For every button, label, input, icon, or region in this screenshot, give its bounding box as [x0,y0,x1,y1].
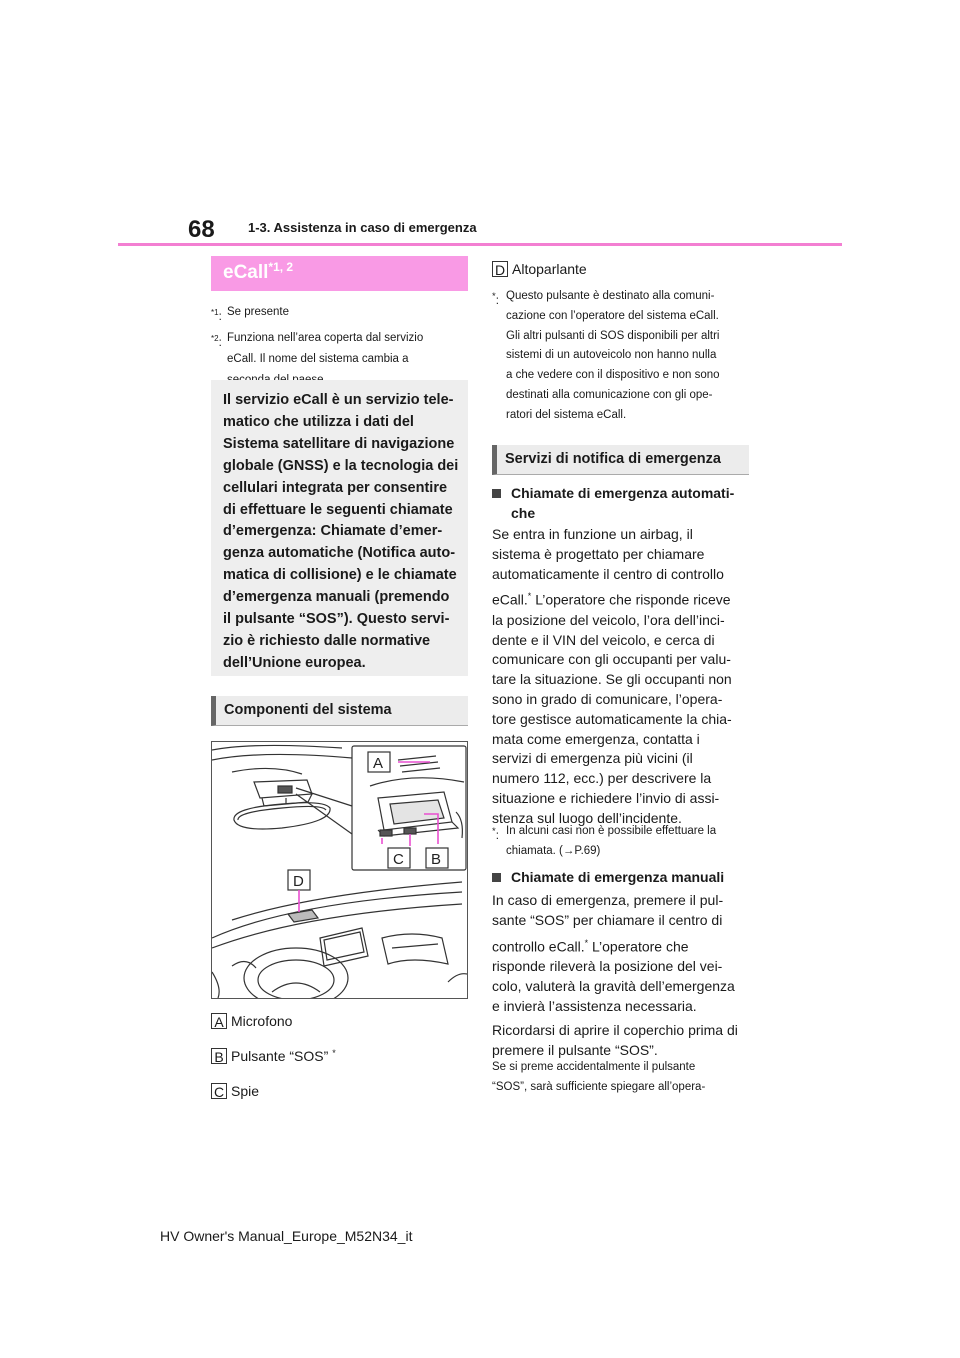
legend-c: C Spie [211,1083,259,1099]
ecall-title-bar [211,256,468,291]
auto-calls-note: *: In alcuni casi non è possibile effettuare la chiamata. (→P.69) [492,825,717,857]
auto-calls-text: Se entra in funzione un airbag, il sistema è progettato per chiamare automaticamente il centro di controllo eCall.* L’operatore che risponde riceve la posizione del veicolo, l’ora dell’inci- dente e il VIN del veicolo, e cerca di comunicare con gli occupanti per valu- tare la situazione. Se gli occupanti non sono in grado di comunicare, l’opera- tore gestisce automaticamente la chia- mata come emergenza, contatta i servizi di emergenza più vicini (il numero 112, ecc.) per descrivere la situazione e richiedere l’invio di assi- stenza sul luogo dell’incidente. [492,526,732,826]
figure-label-b: B [431,851,442,868]
components-heading-bar [211,696,468,726]
bullet-square [492,873,501,882]
intro-box [211,380,468,676]
footnote-1: Se presente [227,306,290,318]
legend-key-a: A [211,1013,227,1029]
ecall-title: eCall$^{*1, 2}$ [223,260,294,283]
ecall-title-sup: *1, 2 [268,260,294,274]
legend-d: D Altoparlante [492,261,587,277]
header-rule [118,243,842,246]
legend-a: A Microfono [211,1013,292,1029]
manual-calls-text: In caso di emergenza, premere il pul- sante “SOS” per chiamare il centro di controllo eCall.* L’operatore che risponde rileverà la posizione del vei- colo, valuterà la gravità dell’emergenza e invierà l’assistenza necessaria. Ricordarsi di aprire il coperchio prima di premere il pulsante “SOS”. [492,892,738,1059]
legend-key-b: B [211,1048,227,1064]
manual-calls-title: Chiamate di emergenza manuali [492,868,724,888]
footnote-2: Funziona nell’area coperta dal servizio eCall. Il nome del sistema cambia a [227,331,424,365]
bullet-square [492,489,501,498]
services-heading: Servizi di notifica di emergenza [505,451,721,467]
car-interior-illustration [212,742,467,998]
legend-key-d: D [492,261,508,277]
sos-footnote: *: Questo pulsante è destinato alla comuni- cazione con l’operatore del sistema eCall. Gli altri pulsanti di SOS disponibili per altri sistemi di un autoveicolo non hanno nulla a che vedere con il dispositivo e non sono destinati alla comunicazione con gli ope- ratori del sistema eCall. [492,290,720,421]
section-title: 1-3. Assistenza in caso di emergenza [248,220,477,235]
legend-key-c: C [211,1083,227,1099]
footer-manual-id: HV Owner's Manual_Europe_M52N34_it [160,1228,413,1244]
figure-label-d: D [293,873,304,890]
services-heading-bar [492,445,749,475]
intro-text: Il servizio eCall è un servizio tele- matico che utilizza i dati del Sistema satellitare di navigazione globale (GNSS) e la tecnologia dei cellulari integrata per consentire di effettuare le seguenti chiamate d’emergenza: Chiamate d’emer- genza automatiche (Notifica auto- matica di collisione) e le chiamate d’emergenza manuali (premendo il pulsante “SOS”). Questo servi- zio è richiesto dalle normative dell’Unione europea. [223,392,459,671]
components-heading: Componenti del sistema [224,702,392,718]
legend-b: B Pulsante “SOS” * [211,1048,336,1064]
auto-calls-title: Chiamate di emergenza automati- che [492,484,734,523]
accidental-note: Se si preme accidentalmente il pulsante “SOS”, sarà sufficiente spiegare all’opera- [492,1061,706,1093]
figure-label-c: C [393,851,404,868]
figure-label-a: A [373,755,384,772]
page-number: 68 [188,216,215,243]
title-footnotes: $^{*1}$: Se presente $^{*2}$: Funziona nell’area coperta dal servizio eCall. Il nome del sistema cambia a [211,302,468,391]
system-figure [211,741,468,999]
